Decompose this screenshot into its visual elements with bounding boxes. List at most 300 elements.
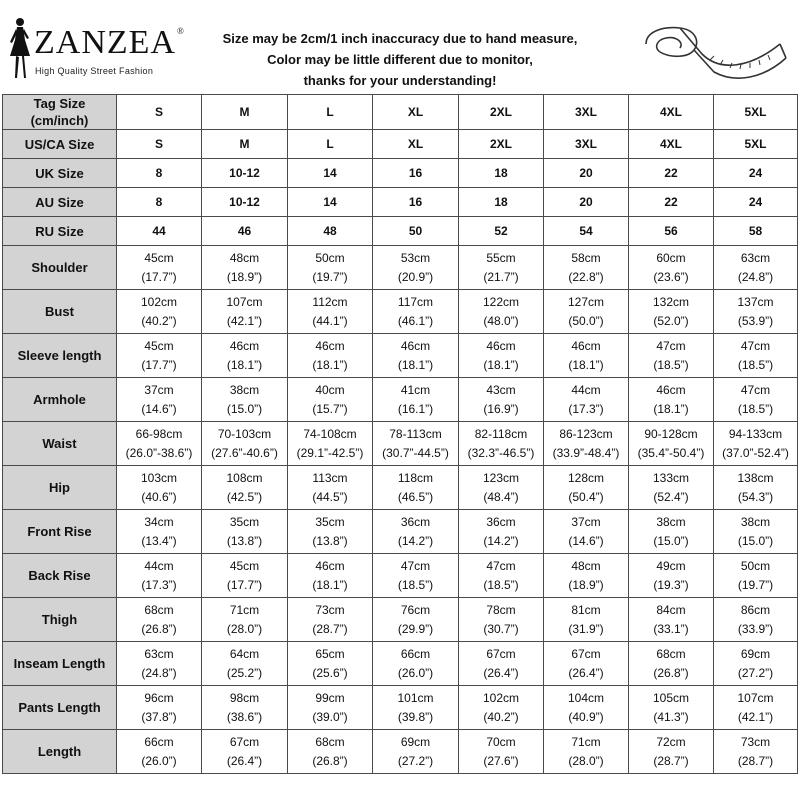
measurement-cell <box>629 246 714 290</box>
measurement-cell <box>202 510 288 554</box>
region-size-cell: 8 <box>117 188 202 217</box>
row-label: Pants Length <box>3 686 117 730</box>
measurement-cell <box>544 554 629 598</box>
cm-value: 64cm <box>229 646 260 661</box>
region-size-cell: 24 <box>714 159 798 188</box>
cm-value: 99cm <box>315 690 345 705</box>
measuring-tape-icon <box>640 14 790 84</box>
row-label: Back Rise <box>3 554 117 598</box>
notice-line: Color may be little different due to monitor, <box>267 52 533 67</box>
inch-value: (18.1”) <box>312 357 348 372</box>
measurement-cell <box>629 378 714 422</box>
region-size-cell: 58 <box>714 217 798 246</box>
inch-value: (18.1”) <box>226 357 263 372</box>
cm-value: 46cm <box>486 338 516 353</box>
measurement-cell <box>117 730 202 774</box>
measurement-cell <box>544 422 629 466</box>
row-label: Waist <box>3 422 117 466</box>
inch-value: (48.4”) <box>483 489 519 504</box>
row-label: Length <box>3 730 117 774</box>
cm-value: 123cm <box>482 470 520 485</box>
inch-value: (40.9”) <box>568 709 604 724</box>
cm-value: 38cm <box>656 514 686 529</box>
measurement-cell <box>288 554 373 598</box>
measurement-cell <box>714 554 798 598</box>
inch-value: (16.9”) <box>483 401 519 416</box>
table-row-measurement <box>3 510 798 554</box>
inch-value: (18.1”) <box>312 577 348 592</box>
inch-value: (18.9”) <box>226 269 263 284</box>
cm-value: 34cm <box>144 514 174 529</box>
measurement-cell <box>714 378 798 422</box>
row-label: AU Size <box>3 188 117 217</box>
inch-value: (35.4”-50.4”) <box>637 445 705 460</box>
measurement-cell <box>544 466 629 510</box>
inch-value: (26.0”) <box>397 665 434 680</box>
inch-value: (19.7”) <box>737 577 774 592</box>
inch-value: (15.0”) <box>653 533 689 548</box>
measurement-cell <box>544 246 629 290</box>
table-row-measurement <box>3 422 798 466</box>
inch-value: (30.7”) <box>483 621 519 636</box>
measurement-cell <box>459 334 544 378</box>
row-label: UK Size <box>3 159 117 188</box>
cm-value: 46cm <box>571 338 601 353</box>
cm-value: 45cm <box>229 558 260 573</box>
cm-value: 69cm <box>740 646 771 661</box>
inch-value: (26.4”) <box>226 753 263 768</box>
region-size-cell: L <box>288 130 373 159</box>
inch-value: (44.5”) <box>312 489 348 504</box>
row-label-line: Tag Size <box>33 96 86 111</box>
region-size-cell: 14 <box>288 188 373 217</box>
table-row-measurement <box>3 378 798 422</box>
region-size-cell: 22 <box>629 188 714 217</box>
measurement-cell <box>288 642 373 686</box>
measurement-cell <box>373 334 459 378</box>
cm-value: 81cm <box>571 602 601 617</box>
table-row-measurement <box>3 466 798 510</box>
table-row-measurement <box>3 686 798 730</box>
cm-value: 90-128cm <box>644 426 698 441</box>
cm-value: 82-118cm <box>474 426 528 441</box>
row-label: Sleeve length <box>3 334 117 378</box>
region-size-cell: 52 <box>459 217 544 246</box>
cm-value: 65cm <box>315 646 345 661</box>
measurement-cell <box>117 554 202 598</box>
inch-value: (39.0”) <box>312 709 348 724</box>
inch-value: (17.3”) <box>568 401 604 416</box>
measurement-cell <box>714 598 798 642</box>
inch-value: (17.7”) <box>141 269 177 284</box>
cm-value: 46cm <box>656 382 686 397</box>
region-size-cell: XL <box>373 130 459 159</box>
inch-value: (18.1”) <box>653 401 689 416</box>
table-row-region-size <box>3 188 798 217</box>
region-size-cell: 56 <box>629 217 714 246</box>
cm-value: 72cm <box>656 734 686 749</box>
cm-value: 128cm <box>567 470 605 485</box>
inch-value: (14.6”) <box>141 401 177 416</box>
cm-value: 112cm <box>312 294 348 309</box>
inch-value: (17.7”) <box>141 357 177 372</box>
measurement-cell <box>459 466 544 510</box>
cm-value: 86-123cm <box>559 426 613 441</box>
table-row-measurement <box>3 598 798 642</box>
inch-value: (40.2”) <box>483 709 519 724</box>
cm-value: 71cm <box>229 602 260 617</box>
cm-value: 48cm <box>229 250 260 265</box>
inch-value: (29.1”-42.5”) <box>296 445 364 460</box>
measurement-cell <box>544 378 629 422</box>
region-size-cell: 18 <box>459 159 544 188</box>
inch-value: (32.3”-46.5”) <box>467 445 535 460</box>
inch-value: (26.8”) <box>312 753 348 768</box>
cm-value: 102cm <box>140 294 178 309</box>
cm-value: 73cm <box>740 734 771 749</box>
inch-value: (18.1”) <box>568 357 604 372</box>
measurement-cell <box>202 598 288 642</box>
notice-line: thanks for your understanding! <box>303 73 497 88</box>
measurement-cell <box>629 598 714 642</box>
inch-value: (14.2”) <box>397 533 434 548</box>
measurement-cell <box>202 290 288 334</box>
table-row-region-size <box>3 159 798 188</box>
region-size-cell: 18 <box>459 188 544 217</box>
cm-value: 58cm <box>571 250 601 265</box>
cm-value: 46cm <box>400 338 431 353</box>
inch-value: (14.2”) <box>483 533 519 548</box>
cm-value: 50cm <box>315 250 345 265</box>
cm-value: 46cm <box>315 558 345 573</box>
measurement-cell <box>202 466 288 510</box>
measurement-cell <box>459 730 544 774</box>
cm-value: 73cm <box>315 602 345 617</box>
measurement-cell <box>117 598 202 642</box>
inch-value: (18.5”) <box>483 577 519 592</box>
cm-value: 45cm <box>144 250 174 265</box>
table-row-measurement <box>3 554 798 598</box>
size-notice <box>200 28 600 91</box>
inch-value: (50.4”) <box>568 489 604 504</box>
cm-value: 36cm <box>486 514 516 529</box>
cm-value: 43cm <box>486 382 516 397</box>
inch-value: (28.0”) <box>568 753 604 768</box>
measurement-cell <box>459 422 544 466</box>
row-label: Inseam Length <box>3 642 117 686</box>
measurement-cell <box>459 378 544 422</box>
measurement-cell <box>373 510 459 554</box>
inch-value: (42.1”) <box>226 313 263 328</box>
inch-value: (52.0”) <box>653 313 689 328</box>
measurement-cell <box>373 598 459 642</box>
cm-value: 78-113cm <box>389 426 442 441</box>
inch-value: (27.2”) <box>737 665 774 680</box>
inch-value: (22.8”) <box>568 269 604 284</box>
measurement-cell <box>288 686 373 730</box>
notice-line: Size may be 2cm/1 inch inaccuracy due to hand measure, <box>222 31 578 46</box>
cm-value: 53cm <box>400 250 431 265</box>
measurement-cell <box>629 290 714 334</box>
inch-value: (28.0”) <box>226 621 263 636</box>
inch-value: (13.8”) <box>312 533 348 548</box>
cm-value: 101cm <box>397 690 434 705</box>
inch-value: (18.5”) <box>397 577 434 592</box>
inch-value: (46.1”) <box>397 313 434 328</box>
measurement-cell <box>117 466 202 510</box>
cm-value: 50cm <box>740 558 771 573</box>
table-row-region-size <box>3 130 798 159</box>
region-size-cell: 20 <box>544 159 629 188</box>
inch-value: (44.1”) <box>312 313 348 328</box>
measurement-cell <box>544 334 629 378</box>
inch-value: (18.5”) <box>653 357 689 372</box>
cm-value: 36cm <box>400 514 431 529</box>
cm-value: 132cm <box>652 294 690 309</box>
inch-value: (33.9”) <box>737 621 774 636</box>
inch-value: (26.0”-38.6”) <box>125 445 193 460</box>
measurement-cell <box>117 510 202 554</box>
inch-value: (38.6”) <box>226 709 263 724</box>
measurement-cell <box>714 422 798 466</box>
tag-size-cell: M <box>202 95 288 130</box>
inch-value: (46.5”) <box>397 489 434 504</box>
region-size-cell: 3XL <box>544 130 629 159</box>
inch-value: (19.7”) <box>312 269 348 284</box>
inch-value: (18.5”) <box>737 401 774 416</box>
measurement-cell <box>544 290 629 334</box>
measurement-cell <box>373 642 459 686</box>
inch-value: (15.7”) <box>312 401 348 416</box>
table-row-tag-size <box>3 95 798 130</box>
cm-value: 41cm <box>400 382 431 397</box>
measurement-cell <box>373 290 459 334</box>
measurement-cell <box>459 642 544 686</box>
table-row-measurement <box>3 290 798 334</box>
woman-silhouette-icon <box>6 16 32 80</box>
inch-value: (31.9”) <box>568 621 604 636</box>
region-size-cell: 54 <box>544 217 629 246</box>
measurement-cell <box>202 730 288 774</box>
inch-value: (26.8”) <box>653 665 689 680</box>
cm-value: 44cm <box>571 382 601 397</box>
measurement-cell <box>459 554 544 598</box>
tag-size-cell: 4XL <box>629 95 714 130</box>
cm-value: 113cm <box>312 470 348 485</box>
inch-value: (42.1”) <box>737 709 774 724</box>
inch-value: (28.7”) <box>312 621 348 636</box>
measurement-cell <box>288 466 373 510</box>
inch-value: (25.2”) <box>226 665 263 680</box>
cm-value: 40cm <box>315 382 345 397</box>
tag-size-cell: L <box>288 95 373 130</box>
measurement-cell <box>459 290 544 334</box>
measurement-cell <box>459 598 544 642</box>
inch-value: (53.9”) <box>737 313 774 328</box>
measurement-cell <box>629 730 714 774</box>
inch-value: (39.8”) <box>397 709 434 724</box>
tag-size-cell: S <box>117 95 202 130</box>
measurement-cell <box>117 334 202 378</box>
measurement-cell <box>202 334 288 378</box>
inch-value: (37.8”) <box>141 709 177 724</box>
cm-value: 63cm <box>144 646 174 661</box>
region-size-cell: 50 <box>373 217 459 246</box>
measurement-cell <box>459 246 544 290</box>
inch-value: (18.9”) <box>568 577 604 592</box>
measurement-cell <box>373 730 459 774</box>
measurement-cell <box>459 686 544 730</box>
cm-value: 48cm <box>571 558 601 573</box>
row-label: RU Size <box>3 217 117 246</box>
cm-value: 105cm <box>652 690 690 705</box>
cm-value: 104cm <box>567 690 605 705</box>
table-row-measurement <box>3 246 798 290</box>
cm-value: 47cm <box>656 338 686 353</box>
inch-value: (41.3”) <box>653 709 689 724</box>
tag-size-cell: XL <box>373 95 459 130</box>
size-chart-table <box>2 94 798 774</box>
cm-value: 38cm <box>229 382 260 397</box>
region-size-cell: M <box>202 130 288 159</box>
cm-value: 38cm <box>740 514 771 529</box>
measurement-cell <box>714 686 798 730</box>
measurement-cell <box>117 246 202 290</box>
inch-value: (26.0”) <box>141 753 177 768</box>
brand-tagline: High Quality Street Fashion <box>35 66 154 76</box>
cm-value: 37cm <box>571 514 601 529</box>
cm-value: 108cm <box>226 470 263 485</box>
inch-value: (50.0”) <box>568 313 604 328</box>
row-label: US/CA Size <box>3 130 117 159</box>
measurement-cell <box>202 422 288 466</box>
cm-value: 37cm <box>144 382 174 397</box>
region-size-cell: S <box>117 130 202 159</box>
inch-value: (26.4”) <box>483 665 519 680</box>
measurement-cell <box>373 466 459 510</box>
tag-size-cell: 2XL <box>459 95 544 130</box>
region-size-cell: 48 <box>288 217 373 246</box>
inch-value: (15.0”) <box>226 401 263 416</box>
inch-value: (18.5”) <box>737 357 774 372</box>
measurement-cell <box>544 730 629 774</box>
tag-size-cell: 3XL <box>544 95 629 130</box>
cm-value: 86cm <box>740 602 771 617</box>
measurement-cell <box>544 686 629 730</box>
inch-value: (40.2”) <box>141 313 177 328</box>
region-size-cell: 44 <box>117 217 202 246</box>
inch-value: (28.7”) <box>653 753 689 768</box>
row-label: Bust <box>3 290 117 334</box>
cm-value: 35cm <box>229 514 260 529</box>
inch-value: (18.1”) <box>397 357 434 372</box>
inch-value: (33.9”-48.4”) <box>552 445 620 460</box>
inch-value: (29.9”) <box>397 621 434 636</box>
cm-value: 35cm <box>315 514 345 529</box>
region-size-cell: 8 <box>117 159 202 188</box>
brand-name: ZANZEA® <box>34 24 185 61</box>
cm-value: 117cm <box>397 294 434 309</box>
measurement-cell <box>202 378 288 422</box>
cm-value: 66cm <box>144 734 174 749</box>
table-row-measurement <box>3 730 798 774</box>
inch-value: (48.0”) <box>483 313 519 328</box>
inch-value: (24.8”) <box>141 665 177 680</box>
measurement-cell <box>714 334 798 378</box>
cm-value: 74-108cm <box>303 426 357 441</box>
inch-value: (23.6”) <box>653 269 689 284</box>
measurement-cell <box>629 554 714 598</box>
row-label: Armhole <box>3 378 117 422</box>
inch-value: (20.9”) <box>397 269 434 284</box>
measurement-cell <box>714 246 798 290</box>
inch-value: (30.7”-44.5”) <box>382 445 449 460</box>
cm-value: 127cm <box>567 294 605 309</box>
measurement-cell <box>544 642 629 686</box>
measurement-cell <box>202 686 288 730</box>
row-label: Front Rise <box>3 510 117 554</box>
inch-value: (16.1”) <box>397 401 434 416</box>
cm-value: 68cm <box>315 734 345 749</box>
tag-size-cell: 5XL <box>714 95 798 130</box>
region-size-cell: 5XL <box>714 130 798 159</box>
cm-value: 107cm <box>737 690 774 705</box>
cm-value: 67cm <box>486 646 516 661</box>
cm-value: 107cm <box>226 294 263 309</box>
cm-value: 138cm <box>737 470 774 485</box>
measurement-cell <box>288 730 373 774</box>
measurement-cell <box>373 422 459 466</box>
inch-value: (19.3”) <box>653 577 689 592</box>
measurement-cell <box>373 378 459 422</box>
inch-value: (18.1”) <box>483 357 519 372</box>
region-size-cell: 24 <box>714 188 798 217</box>
inch-value: (33.1”) <box>653 621 689 636</box>
cm-value: 84cm <box>656 602 686 617</box>
region-size-cell: 22 <box>629 159 714 188</box>
table-row-measurement <box>3 334 798 378</box>
cm-value: 47cm <box>740 338 771 353</box>
cm-value: 103cm <box>140 470 178 485</box>
measurement-cell <box>202 642 288 686</box>
region-size-cell: 10-12 <box>202 188 288 217</box>
inch-value: (17.3”) <box>141 577 177 592</box>
region-size-cell: 46 <box>202 217 288 246</box>
measurement-cell <box>544 598 629 642</box>
inch-value: (27.6”-40.6”) <box>211 445 278 460</box>
measurement-cell <box>714 642 798 686</box>
inch-value: (15.0”) <box>737 533 774 548</box>
measurement-cell <box>714 290 798 334</box>
cm-value: 49cm <box>656 558 686 573</box>
inch-value: (14.6”) <box>568 533 604 548</box>
measurement-cell <box>629 422 714 466</box>
cm-value: 96cm <box>144 690 174 705</box>
measurement-cell <box>288 598 373 642</box>
cm-value: 46cm <box>315 338 345 353</box>
inch-value: (42.5”) <box>226 489 263 504</box>
measurement-cell <box>117 642 202 686</box>
cm-value: 76cm <box>400 602 431 617</box>
cm-value: 55cm <box>486 250 516 265</box>
header <box>0 0 800 94</box>
inch-value: (13.8”) <box>226 533 263 548</box>
measurement-cell <box>117 378 202 422</box>
measurement-cell <box>714 730 798 774</box>
measurement-cell <box>629 510 714 554</box>
measurement-cell <box>117 290 202 334</box>
cm-value: 47cm <box>740 382 771 397</box>
